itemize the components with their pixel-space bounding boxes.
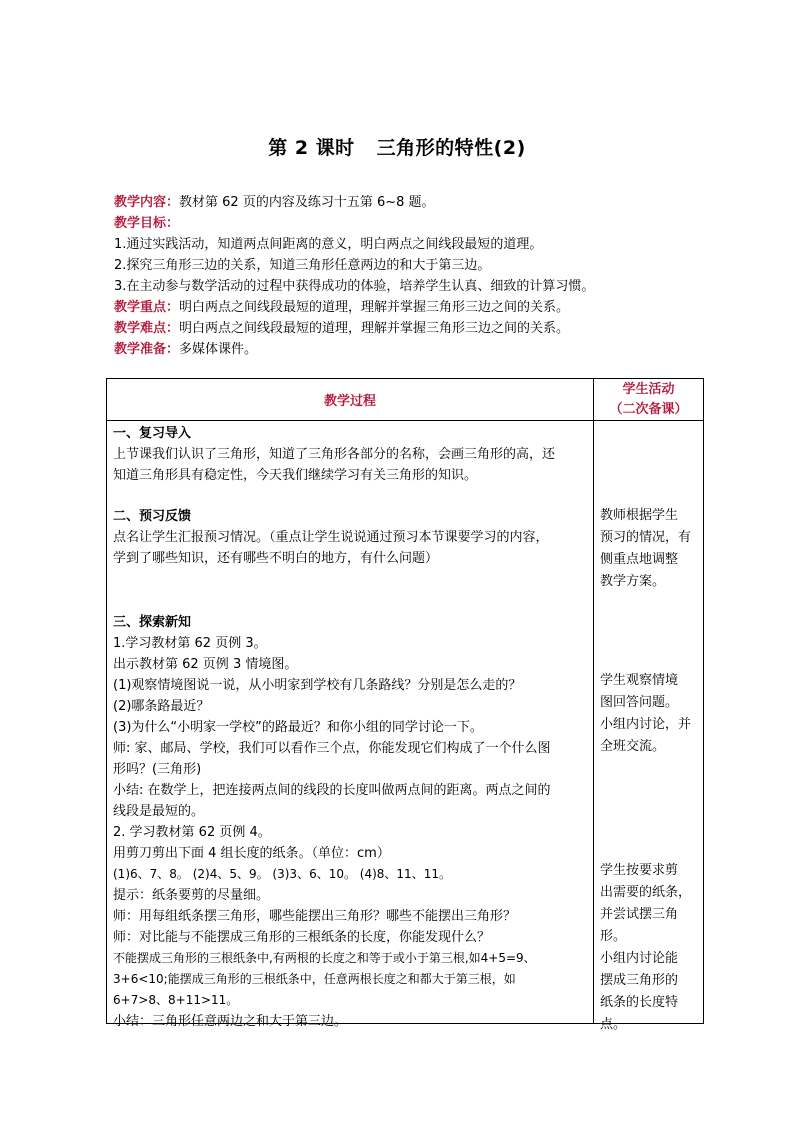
teaching-prep-text: 多媒体课件。 — [179, 342, 258, 357]
side-note-line: 教学方案。 — [600, 574, 666, 589]
side-note-line: 教师根据学生 — [600, 508, 679, 523]
section-preview — [113, 506, 591, 569]
section-review — [113, 423, 591, 486]
text-line: 2. 学习教材第 62 页例 4。 — [113, 825, 271, 840]
side-note-example3 — [600, 670, 700, 758]
lesson-table — [106, 378, 704, 1032]
side-note-line: 学生按要求剪 — [600, 863, 679, 878]
header-student-activity-line1: 学生活动 — [622, 381, 675, 397]
table-body-row — [107, 421, 704, 1024]
process-cell — [107, 421, 594, 1029]
section-explore — [113, 612, 591, 1032]
text-line: 3+6<10;能摆成三角形的三根纸条中，任意两根长度之和都大于第三根，如 — [113, 972, 516, 986]
text-line: (1)观察情境图说一说，从小明家到学校有几条路线？分别是怎么走的？ — [113, 678, 522, 693]
text-line: 点名让学生汇报预习情况。（重点让学生说说通过预习本节课要学习的内容， — [113, 530, 549, 545]
text-line: 上节课我们认识了三角形，知道了三角形各部分的名称，会画三角形的高，还 — [113, 447, 556, 462]
teaching-difficulty — [114, 318, 714, 339]
side-note-line: 小组内讨论，并 — [600, 717, 692, 732]
side-note-line: 纸条的长度特 — [600, 995, 679, 1010]
teaching-key — [114, 297, 714, 318]
text-line: 线段是最短的。 — [113, 804, 205, 819]
teaching-key-label: 教学重点： — [114, 300, 180, 315]
teaching-content-text: 教材第 62 页的内容及练习十五第 6~8 题。 — [179, 195, 435, 210]
side-note-line: 学生观察情境 — [600, 673, 679, 688]
teaching-content — [114, 192, 714, 213]
side-note-line: 摆成三角形的 — [600, 973, 679, 988]
lesson-number: 第 2 课时 — [268, 137, 355, 159]
teaching-difficulty-label: 教学难点： — [114, 321, 180, 336]
section-heading: 一、复习导入 — [113, 426, 192, 441]
side-note-line: 图回答问题。 — [600, 695, 679, 710]
text-line: 师：对比能与不能摆成三角形的三根纸条的长度，你能发现什么？ — [113, 930, 491, 945]
side-note-line: 小组内讨论能 — [600, 951, 679, 966]
text-line: 师：用每组纸条摆三角形，哪些能摆出三角形？哪些不能摆出三角形？ — [113, 909, 517, 924]
page-title — [0, 133, 794, 160]
lesson-topic: 三角形的特性(2) — [376, 137, 526, 159]
teaching-prep-label: 教学准备： — [114, 342, 180, 357]
text-line: 知道三角形具有稳定性，今天我们继续学习有关三角形的知识。 — [113, 468, 478, 483]
side-note-example4 — [600, 860, 700, 1036]
text-line: 用剪刀剪出下面 4 组长度的纸条。（单位：cm） — [113, 846, 390, 861]
text-line: 小结：三角形任意两边之和大于第三边。 — [113, 1014, 348, 1029]
goal-item: 3.在主动参与数学活动的过程中获得成功的体验，培养学生认真、细致的计算习惯。 — [114, 279, 595, 294]
text-line: 出示教材第 62 页例 3 情境图。 — [113, 657, 298, 672]
side-note-line: 点。 — [600, 1017, 627, 1032]
section-heading: 二、预习反馈 — [113, 509, 192, 524]
table-header-row — [107, 379, 704, 421]
goal-item: 1.通过实践活动，知道两点间距离的意义，明白两点之间线段最短的道理。 — [114, 237, 543, 252]
header-student-activity — [594, 379, 704, 421]
side-note-line: 形。 — [600, 929, 627, 944]
text-line: 提示：纸条要剪的尽量细。 — [113, 888, 270, 903]
teaching-goals — [114, 213, 714, 234]
text-line: 不能摆成三角形的三根纸条中,有两根的长度之和等于或小于第三根,如4+5=9、 — [113, 951, 536, 965]
section-heading: 三、探索新知 — [113, 615, 192, 630]
side-note-preview — [600, 505, 700, 593]
text-line: (3)为什么“小明家一学校”的路最近？和你小组的同学讨论一下。 — [113, 720, 483, 735]
teaching-prep — [114, 339, 714, 360]
side-note-line: 并尝试摆三角 — [600, 907, 679, 922]
text-line: (2)哪条路最近？ — [113, 699, 210, 714]
teaching-content-label: 教学内容： — [114, 195, 180, 210]
text-line: 6+7>8、8+11>11。 — [113, 993, 239, 1007]
side-note-line: 全班交流。 — [600, 739, 666, 754]
teaching-goals-label: 教学目标： — [114, 216, 180, 231]
text-line: 形吗？(三角形) — [113, 762, 202, 777]
header-teaching-process: 教学过程 — [107, 379, 594, 421]
teaching-key-text: 明白两点之间线段最短的道理，理解并掌握三角形三边之间的关系。 — [179, 300, 570, 315]
teaching-difficulty-text: 明白两点之间线段最短的道理，理解并掌握三角形三边之间的关系。 — [179, 321, 570, 336]
text-line: 小结: 在数学上，把连接两点间的线段的长度叫做两点间的距离。两点之间的 — [113, 783, 551, 798]
header-student-activity-line2: （二次备课） — [609, 401, 688, 417]
text-line: 学到了哪些知识，还有哪些不明白的地方，有什么问题） — [113, 551, 439, 566]
activity-cell — [594, 421, 704, 1032]
side-note-line: 出需要的纸条， — [600, 885, 692, 900]
text-line: (1)6、7、8。 (2)4、5、9。 (3)3、6、10。 (4)8、11、11。 — [113, 867, 451, 881]
text-line: 1.学习教材第 62 页例 3。 — [113, 636, 267, 651]
side-note-line: 侧重点地调整 — [600, 552, 679, 567]
text-line: 师: 家、邮局、学校，我们可以看作三个点，你能发现它们构成了一个什么图 — [113, 741, 551, 756]
lesson-meta — [114, 192, 714, 360]
goal-item: 2.探究三角形三边的关系，知道三角形任意两边的和大于第三边。 — [114, 258, 491, 273]
side-note-line: 预习的情况，有 — [600, 530, 692, 545]
